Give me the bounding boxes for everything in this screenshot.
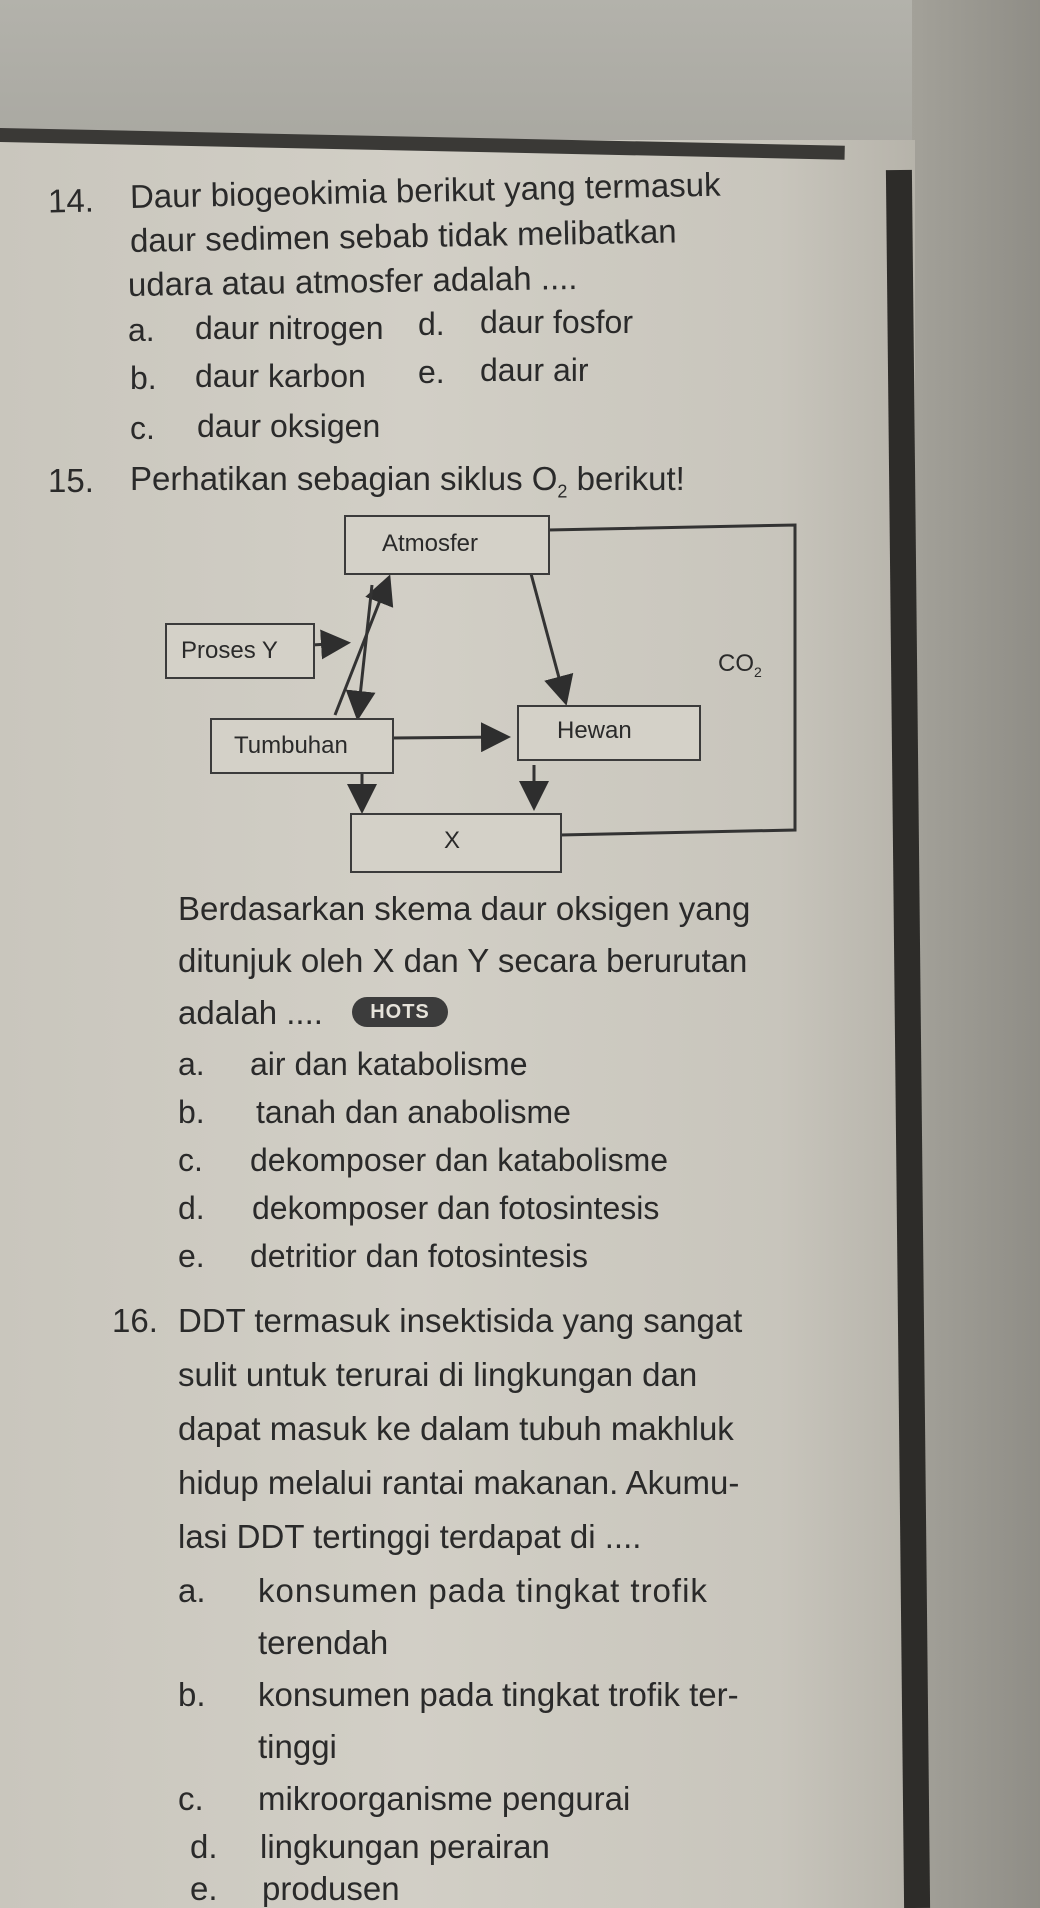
question-number: 15. [48,462,94,499]
option-letter: e. [190,1870,218,1907]
option-letter: b. [178,1676,206,1713]
option-letter: d. [178,1190,205,1226]
option-text: daur fosfor [480,304,633,340]
book-page [0,140,915,1908]
question-text-line: udara atau atmosfer adalah .... [127,258,578,303]
question-number: 16. [112,1302,158,1339]
intro-text: Perhatikan sebagian siklus O [130,460,558,497]
option-letter: e. [418,354,445,390]
co2-subscript: 2 [754,663,762,680]
tumbuhan-label: Tumbuhan [234,732,348,759]
option-text: daur karbon [195,358,366,394]
intro-end: berikut! [567,460,685,497]
option-text: detritior dan fotosintesis [250,1238,588,1274]
atmosfer-label: Atmosfer [382,530,479,557]
option-letter: b. [178,1094,205,1130]
question-text-line: dapat masuk ke dalam tubuh makhluk [178,1410,734,1447]
question-text-line: ditunjuk oleh X dan Y secara berurutan [178,942,748,979]
option-text-continuation: terendah [258,1624,389,1661]
question-text-line: adalah .... [178,994,323,1031]
intro-subscript: 2 [557,481,568,502]
option-text: konsumen pada tingkat trofik ter- [258,1676,739,1713]
option-text-continuation: tinggi [258,1728,337,1765]
co2-text: CO [718,650,754,677]
x-label: X [444,827,461,854]
option-text: air dan katabolisme [250,1046,528,1082]
option-letter: c. [178,1780,204,1817]
option-letter: c. [130,410,155,446]
atmosfer-box [344,515,550,575]
option-text: produsen [262,1870,400,1907]
question-number: 14. [47,181,95,220]
co2-label [718,650,762,680]
background-surface [0,0,1040,145]
tumbuhan-box [210,718,394,774]
option-text: daur nitrogen [195,310,384,346]
option-text: dekomposer dan fotosintesis [252,1190,660,1226]
hewan-box [517,705,701,761]
question-text-line: sulit untuk terurai di lingkungan dan [178,1356,698,1393]
question-text-line: daur sedimen sebab tidak melibatkan [129,212,677,259]
next-page-strip [912,0,1040,1908]
option-letter: a. [128,312,155,348]
hots-badge: HOTS [352,997,448,1027]
option-text: daur air [480,352,589,388]
option-letter: b. [130,360,157,396]
option-letter: d. [190,1828,218,1865]
question-text-line: hidup melalui rantai makanan. Akumu- [178,1464,740,1501]
option-letter: d. [418,306,445,342]
option-text: daur oksigen [197,408,381,444]
proses-y-label: Proses Y [181,637,278,664]
question-text-line: lasi DDT tertinggi terdapat di .... [178,1518,642,1555]
option-text: dekomposer dan katabolisme [250,1142,669,1178]
option-text: mikroorganisme pengurai [258,1780,631,1817]
hewan-label: Hewan [557,717,632,744]
option-text: tanah dan anabolisme [256,1094,571,1130]
question-text-line: DDT termasuk insektisida yang sangat [178,1302,743,1339]
question-intro [130,460,685,503]
proses-y-box [165,623,315,679]
question-text-line: Daur biogeokimia berikut yang termasuk [129,165,721,215]
option-text: konsumen pada tingkat trofik [258,1572,708,1609]
option-letter: e. [178,1238,205,1274]
option-letter: c. [178,1142,203,1178]
question-text-line: Berdasarkan skema daur oksigen yang [178,890,751,927]
option-letter: a. [178,1046,205,1082]
option-text: lingkungan perairan [260,1828,550,1865]
option-letter: a. [178,1572,206,1609]
x-box [350,813,562,873]
